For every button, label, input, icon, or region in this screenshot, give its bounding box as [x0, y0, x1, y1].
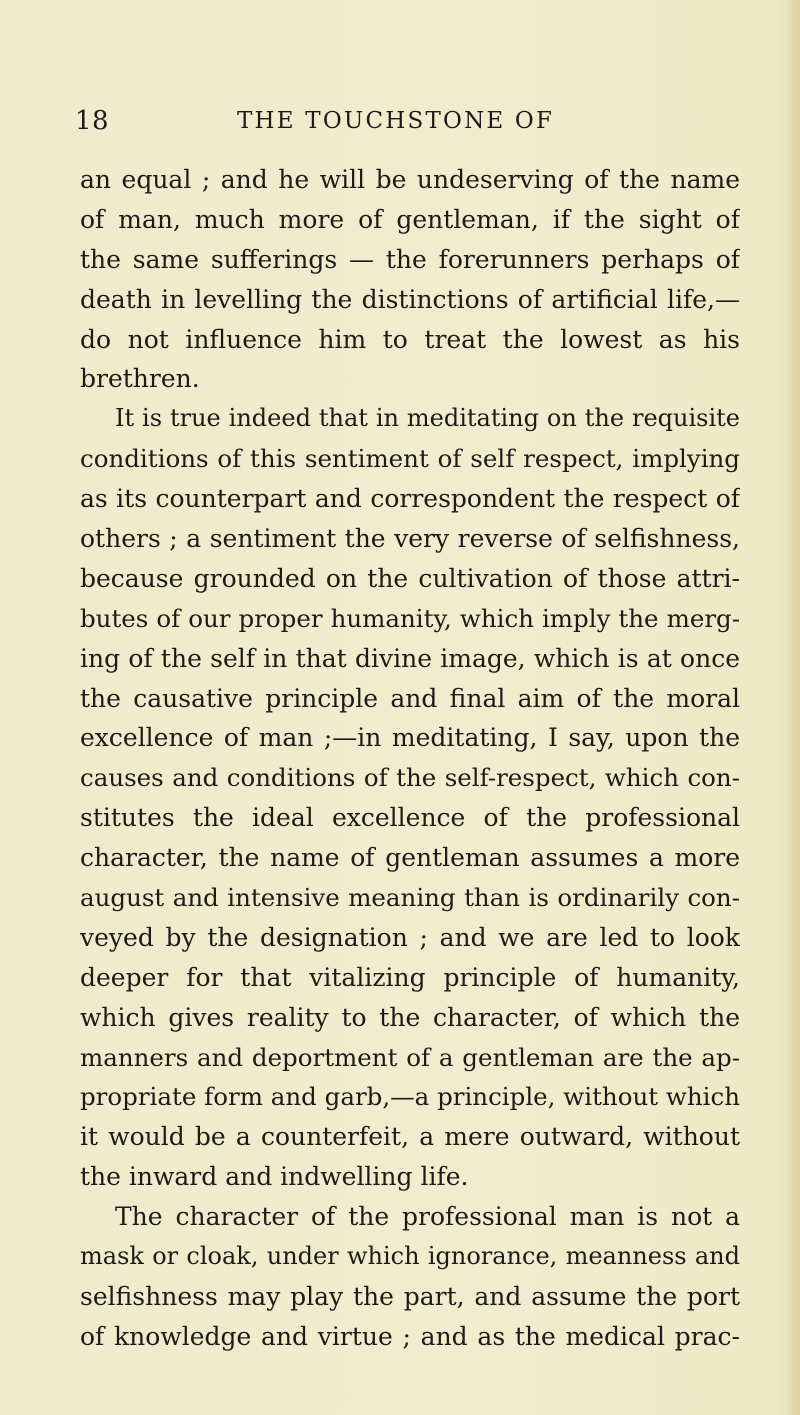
text-line: It is true indeed that in meditating on the requisite	[115, 404, 740, 433]
text-line: it would be a counterfeit, a mere outward, without	[80, 1122, 740, 1152]
text-line: death in levelling the distinctions of artificial life,—	[80, 284, 740, 314]
text-line: selfishness may play the part, and assume the port	[80, 1281, 740, 1311]
page-header	[0, 101, 800, 141]
body-text	[80, 160, 740, 1357]
text-line: stitutes the ideal excellence of the professional	[80, 803, 740, 833]
text-line: august and intensive meaning than is ordinarily con-	[80, 883, 740, 913]
text-line: conditions of this sentiment of self respect, implying	[80, 444, 740, 474]
text-line: as its counterpart and correspondent the respect of	[80, 484, 740, 514]
text-line: veyed by the designation ; and we are led to look	[80, 922, 740, 952]
text-line: ing of the self in that divine image, which is at once	[80, 643, 740, 673]
text-line: excellence of man ;—in meditating, I say, upon the	[80, 723, 740, 753]
text-line: manners and deportment of a gentleman are the ap-	[80, 1042, 740, 1072]
text-line: butes of our proper humanity, which imply the merg-	[80, 603, 740, 633]
text-line: causes and conditions of the self-respect, which con-	[80, 763, 740, 793]
text-line: of man, much more of gentleman, if the sight of	[80, 204, 740, 234]
text-line: deeper for that vitalizing principle of humanity,	[80, 962, 740, 992]
text-line: because grounded on the cultivation of those attri-	[80, 563, 740, 593]
page-number: 18	[75, 106, 110, 136]
text-line: of knowledge and virtue ; and as the medical prac-	[80, 1321, 740, 1351]
text-line: character, the name of gentleman assumes a more	[80, 843, 740, 873]
text-line: the causative principle and final aim of the moral	[80, 683, 740, 713]
text-line: the same sufferings — the forerunners perhaps of	[80, 244, 740, 274]
text-line: others ; a sentiment the very reverse of selfishness,	[80, 524, 740, 554]
page-edge-shadow	[786, 0, 800, 1415]
text-line: propriate form and garb,—a principle, without which	[80, 1082, 740, 1112]
text-line: do not influence him to treat the lowest as his	[80, 324, 740, 354]
text-line: The character of the professional man is not a	[115, 1202, 740, 1232]
text-line: which gives reality to the character, of which the	[80, 1002, 740, 1032]
text-line: an equal ; and he will be undeserving of the name	[80, 165, 740, 194]
text-line: brethren.	[80, 364, 200, 394]
running-head: THE TOUCHSTONE OF	[237, 108, 555, 134]
text-line: the inward and indwelling life.	[80, 1162, 469, 1192]
text-line: mask or cloak, under which ignorance, meanness and	[80, 1242, 740, 1271]
